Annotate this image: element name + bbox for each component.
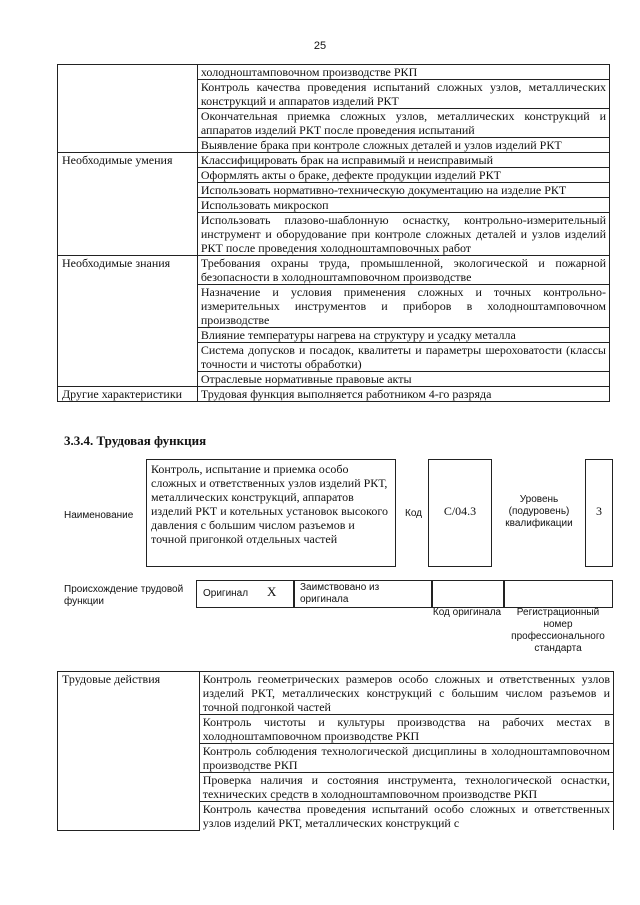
table-cell: Система допусков и посадок, квалитеты и параметры шероховатости (классы точности и чистоты обработки): [197, 343, 609, 372]
function-name: Контроль, испытание и приемка особо сложных и ответственных узлов изделий РКТ, металлических конструкций, аппаратов изделий РКТ и котельных установок высокого давления с большим числом разъемов и точной пригонкой отдельных частей: [151, 462, 388, 546]
borrowed-label: Заимствовано из оригинала: [300, 582, 380, 605]
row-head-skills: Необходимые умения: [58, 153, 198, 256]
reg-number-box: [503, 580, 613, 608]
table-cell: Использовать микроскоп: [197, 198, 609, 213]
table-cell: Требования охраны труда, промышленной, экологической и пожарной безопасности в холодноштамповочном производстве: [197, 256, 609, 285]
page-number: 25: [313, 40, 327, 52]
row-head-actions: Трудовые действия: [58, 672, 200, 831]
table-cell: Контроль качества проведения испытаний особо сложных и ответственных узлов изделий РКТ, металлических конструкций с: [199, 802, 613, 831]
level-label: Уровень (подуровень) квалификации: [505, 494, 573, 529]
row-head-other: Другие характеристики: [58, 387, 198, 402]
table-cell: Влияние температуры нагрева на структуру и усадку металла: [197, 328, 609, 343]
table-cell: Оформлять акты о браке, дефекте продукции изделий РКТ: [197, 168, 609, 183]
table-cell: Отраслевые нормативные правовые акты: [197, 372, 609, 387]
row-head-knowledge: Необходимые знания: [58, 256, 198, 387]
origin-label: Происхождение трудовой функции: [64, 584, 184, 607]
table-cell: Назначение и условия применения сложных и точных контрольно-измерительных инструментов и приборов в холодноштамповочном производстве: [197, 285, 609, 328]
table-cell: Контроль геометрических размеров особо сложных и ответственных узлов изделий РКТ, металлических конструкций с большим числом разъемов и точной подгонкой частей: [199, 672, 613, 715]
level-box: [585, 459, 613, 567]
table-cell: Контроль качества проведения испытаний сложных узлов, металлических конструкций и аппаратов изделий РКТ: [197, 80, 609, 109]
skills-table: [57, 64, 610, 402]
table-cell: Использовать нормативно-техническую документацию на изделие РКТ: [197, 183, 609, 198]
section-title: 3.3.4. Трудовая функция: [64, 433, 207, 448]
table-cell: Выявление брака при контроле сложных деталей и узлов изделий РКТ: [197, 138, 609, 153]
origin-code-box: [431, 580, 505, 608]
actions-table: [57, 671, 614, 831]
original-label: Оригинал: [203, 588, 249, 599]
table-cell: Классифицировать брак на исправимый и неисправимый: [197, 153, 609, 168]
table-row: [58, 65, 610, 80]
name-box: [146, 459, 396, 567]
table-cell: Окончательная приемка сложных узлов, металлических конструкций и аппаратов изделий РКТ после проведения испытаний: [197, 109, 609, 138]
table-cell: Трудовая функция выполняется работником 4-го разряда: [197, 387, 609, 402]
borrowed-box: [293, 580, 433, 608]
table-cell: Использовать плазово-шаблонную оснастку, контрольно-измерительный инструмент и оборудование при контроле сложных деталей и узлов изделий РКТ после проведения холодноштамповочных работ: [197, 213, 609, 256]
code-value: C/04.3: [443, 504, 477, 518]
table-cell: холодноштамповочном производстве РКП: [197, 65, 609, 80]
table-row: [58, 387, 610, 402]
row-head: [58, 65, 198, 153]
table-cell: Контроль соблюдения технологической дисциплины в холодноштамповочном производстве РКП: [199, 744, 613, 773]
name-label: Наименование: [64, 510, 134, 521]
level-value: 3: [596, 504, 602, 518]
code-box: [428, 459, 492, 567]
table-row: [58, 153, 610, 168]
table-row: [58, 672, 614, 715]
reg-number-caption: Регистрационный номер профессионального стандарта: [511, 607, 605, 654]
table-cell: Контроль чистоты и культуры производства на рабочих местах в холодноштамповочном производстве РКП: [199, 715, 613, 744]
original-mark: X: [267, 584, 277, 599]
table-cell: Проверка наличия и состояния инструмента, технологической оснастки, технических средств в холодноштамповочном производстве РКП: [199, 773, 613, 802]
table-row: [58, 256, 610, 285]
origin-code-caption: Код оригинала: [432, 607, 502, 618]
original-box: [196, 580, 295, 608]
code-label: Код: [405, 508, 423, 519]
